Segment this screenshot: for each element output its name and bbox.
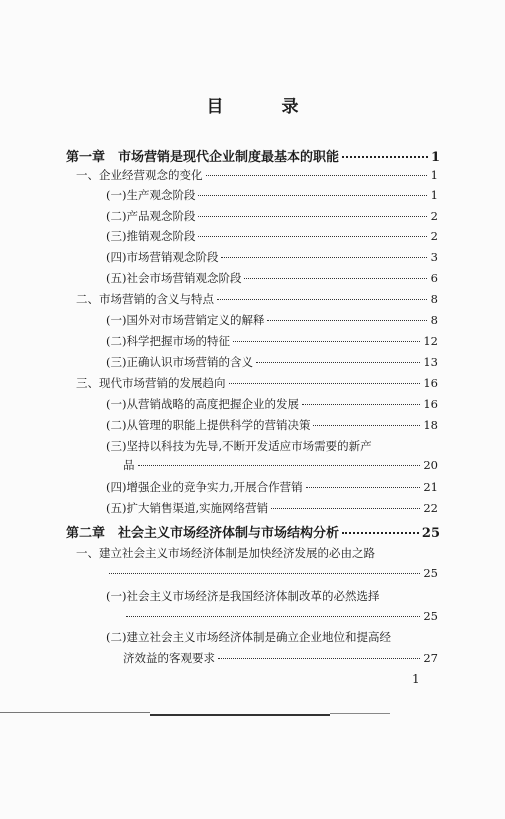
- dot-leader: [306, 487, 421, 488]
- toc-subsection[interactable]: [106, 249, 438, 265]
- dot-leader: [229, 383, 421, 384]
- toc-subsection[interactable]: [106, 333, 438, 349]
- toc-page-number: 25: [421, 526, 440, 541]
- toc-subsection[interactable]: [106, 396, 438, 412]
- toc-label: (一)生产观念阶段: [106, 188, 196, 202]
- toc-label: (五)社会市场营销观念阶段: [106, 271, 242, 285]
- toc-page-number: 2: [430, 229, 438, 243]
- toc-subsection[interactable]: [106, 228, 438, 244]
- dot-leader: [218, 658, 420, 659]
- dot-leader: [138, 465, 421, 466]
- toc-page-number: 16: [423, 376, 438, 390]
- dot-leader: [126, 616, 420, 617]
- toc-chapter-2[interactable]: [66, 522, 440, 541]
- dot-leader: [342, 156, 428, 158]
- toc-chapter-1[interactable]: [66, 146, 440, 165]
- toc-label: 二、市场营销的含义与特点: [76, 292, 214, 306]
- toc-subsection[interactable]: [106, 208, 438, 224]
- toc-page-number: 3: [430, 250, 438, 264]
- toc-page-number: 6: [430, 271, 438, 285]
- toc-subsection-line1[interactable]: (一)社会主义市场经济是我国经济体制改革的必然选择: [106, 589, 380, 603]
- toc-subsection[interactable]: [106, 312, 438, 328]
- scan-edge-line: [150, 714, 330, 716]
- toc-label: (一)从营销战略的高度把握企业的发展: [106, 397, 299, 411]
- toc-section[interactable]: [76, 375, 438, 391]
- dot-leader: [109, 573, 420, 574]
- dot-leader: [267, 320, 427, 321]
- toc-label: (二)产品观念阶段: [106, 209, 196, 223]
- dot-leader: [198, 195, 427, 196]
- toc-subsection-continuation[interactable]: [123, 650, 438, 666]
- toc-subsection[interactable]: [106, 270, 438, 286]
- toc-page-number: 1: [430, 188, 438, 202]
- toc-section-line1[interactable]: 一、建立社会主义市场经济体制是加快经济发展的必由之路: [76, 546, 375, 560]
- toc-page-number: 1: [430, 150, 440, 165]
- toc-page-number: 12: [423, 334, 438, 348]
- toc-label: (四)增强企业的竞争实力,开展合作营销: [106, 480, 303, 494]
- toc-page-number: 18: [423, 418, 438, 432]
- toc-subsection-continuation[interactable]: [123, 609, 438, 623]
- toc-page-number: 8: [430, 313, 438, 327]
- toc-label: (四)市场营销观念阶段: [106, 250, 219, 264]
- toc-label: 第一章 市场营销是现代企业制度最基本的职能: [66, 150, 340, 165]
- dot-leader: [302, 404, 420, 405]
- dot-leader: [198, 236, 427, 237]
- dot-leader: [217, 299, 427, 300]
- toc-page-number: 1: [430, 168, 438, 182]
- toc-section-continuation[interactable]: [106, 566, 438, 580]
- toc-subsection[interactable]: [106, 479, 438, 495]
- toc-subsection-line1[interactable]: (二)建立社会主义市场经济体制是确立企业地位和提高经: [106, 630, 391, 644]
- toc-page-number: 20: [423, 458, 438, 472]
- dot-leader: [313, 425, 420, 426]
- toc-label: 济效益的客观要求: [123, 651, 215, 665]
- dot-leader: [206, 175, 428, 176]
- dot-leader: [244, 278, 427, 279]
- toc-label: 三、现代市场营销的发展趋向: [76, 376, 226, 390]
- toc-page-number: 22: [423, 501, 438, 515]
- toc-page-number: 2: [430, 209, 438, 223]
- dot-leader: [221, 257, 427, 258]
- toc-label: (五)扩大销售渠道,实施网络营销: [106, 501, 269, 515]
- toc-subsection[interactable]: [106, 354, 438, 370]
- dot-leader: [198, 216, 427, 217]
- dot-leader: [233, 341, 420, 342]
- page-title: 目 录: [206, 97, 325, 117]
- scan-edge-line: [0, 712, 150, 713]
- toc-subsection[interactable]: [106, 417, 438, 433]
- toc-subsection-continuation[interactable]: [123, 457, 438, 473]
- dot-leader: [271, 508, 420, 509]
- toc-label: 一、企业经营观念的变化: [76, 168, 203, 182]
- toc-label: 品: [123, 458, 135, 472]
- dot-leader: [256, 362, 420, 363]
- toc-section[interactable]: [76, 291, 438, 307]
- toc-subsection-line1[interactable]: (三)坚持以科技为先导,不断开发适应市场需要的新产: [106, 439, 372, 453]
- toc-subsection[interactable]: [106, 500, 438, 516]
- toc-label: (三)推销观念阶段: [106, 229, 196, 243]
- toc-section[interactable]: [76, 167, 438, 183]
- toc-label: (二)科学把握市场的特征: [106, 334, 230, 348]
- scan-edge-line: [330, 713, 390, 714]
- toc-subsection[interactable]: [106, 187, 438, 203]
- toc-label: (三)正确认识市场营销的含义: [106, 355, 253, 369]
- page-footer-number: 1: [412, 672, 420, 686]
- toc-page-number: 25: [423, 566, 438, 580]
- toc-label: (一)国外对市场营销定义的解释: [106, 313, 265, 327]
- toc-page-number: 27: [423, 651, 438, 665]
- toc-label: 第二章 社会主义市场经济体制与市场结构分析: [66, 526, 340, 541]
- dot-leader: [342, 532, 419, 534]
- toc-label: (二)从管理的职能上提供科学的营销决策: [106, 418, 311, 432]
- toc-page-number: 25: [423, 609, 438, 623]
- toc-page-number: 21: [423, 480, 438, 494]
- toc-page-number: 13: [423, 355, 438, 369]
- toc-page-number: 8: [430, 292, 438, 306]
- toc-page-number: 16: [423, 397, 438, 411]
